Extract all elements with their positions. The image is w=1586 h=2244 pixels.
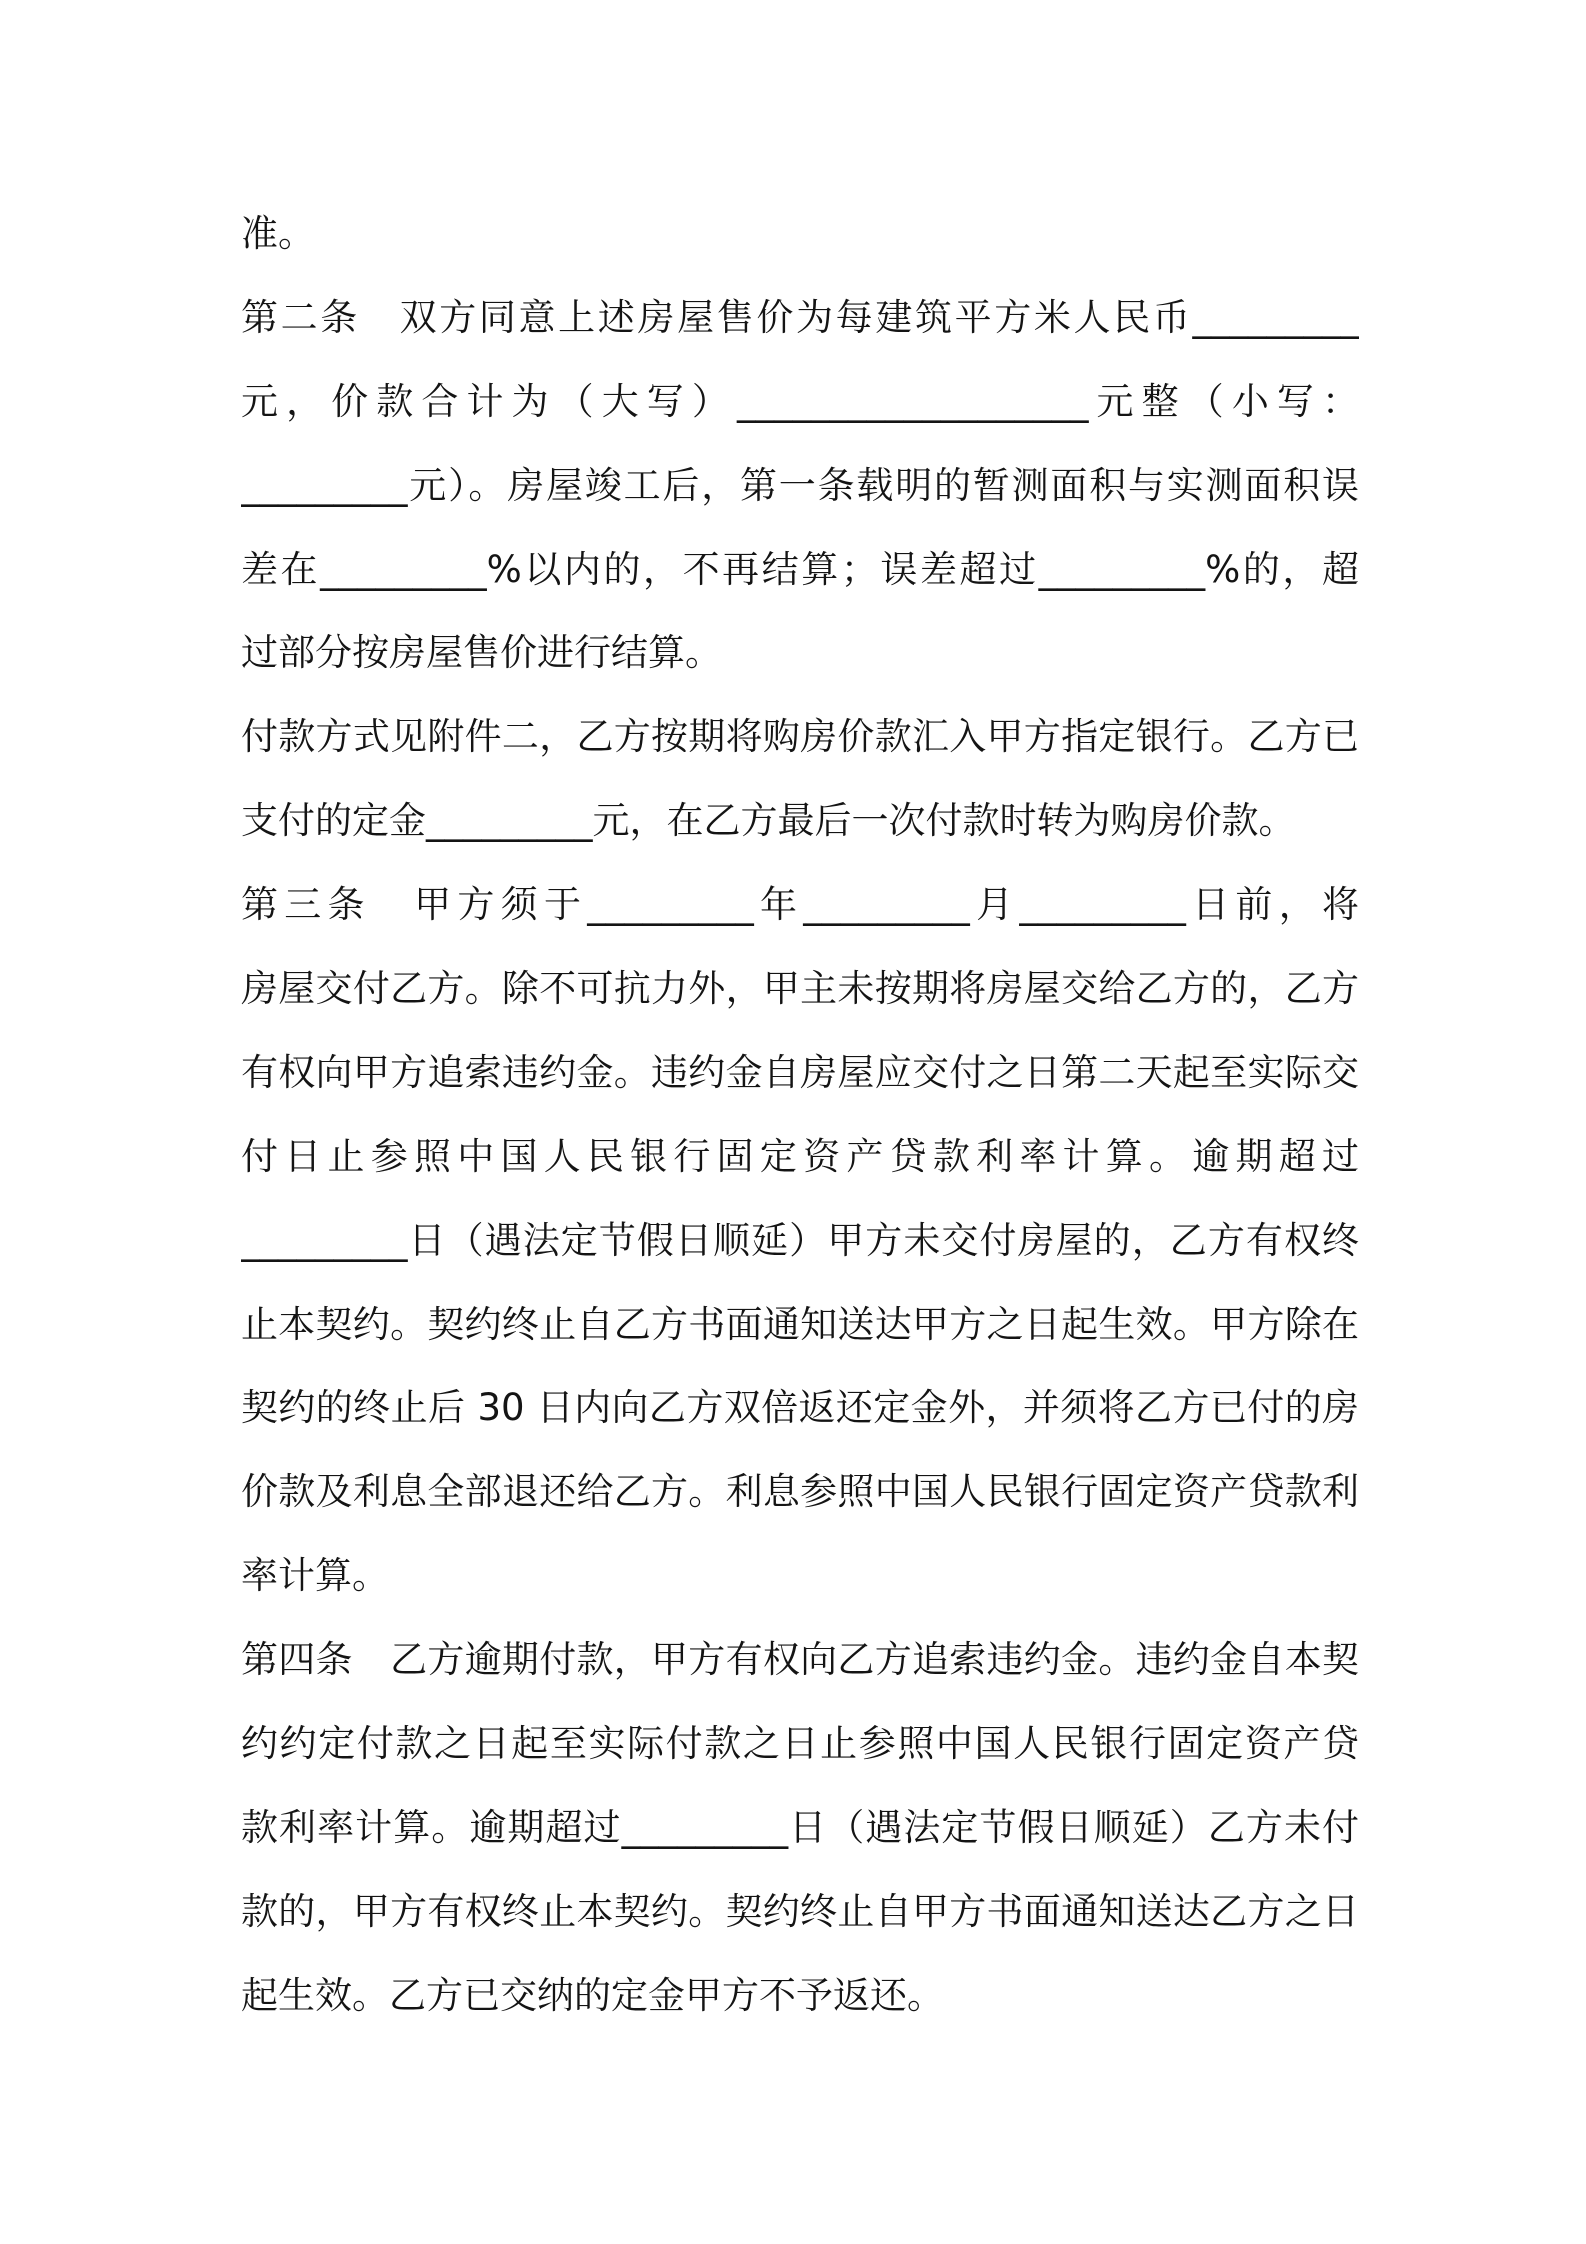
text-line: 契约的终止后 30 日内向乙方双倍返还定金外，并须将乙方已付的房 bbox=[241, 1386, 1359, 1430]
text-line: 支付的定金_________元，在乙方最后一次付款时转为购房价款。 bbox=[241, 799, 1296, 843]
text-line: 过部分按房屋售价进行结算。 bbox=[241, 631, 722, 675]
text-line: 差在_________%以内的，不再结算；误差超过_________%的，超 bbox=[241, 547, 1359, 591]
text-line: 款的，甲方有权终止本契约。契约终止自甲方书面通知送达乙方之日 bbox=[241, 1889, 1359, 1933]
text-line: 元，价款合计为（大写）___________________元整（小写： bbox=[241, 379, 1359, 423]
contract-text bbox=[241, 192, 1359, 2038]
text-line: 款利率计算。逾期超过_________日（遇法定节假日顺延）乙方未付 bbox=[241, 1805, 1359, 1849]
text-line: 价款及利息全部退还给乙方。利息参照中国人民银行固定资产贷款利 bbox=[241, 1470, 1359, 1514]
text-line: 率计算。 bbox=[241, 1554, 389, 1598]
text-line: 付款方式见附件二，乙方按期将购房价款汇入甲方指定银行。乙方已 bbox=[241, 715, 1359, 759]
text-line: 约约定付款之日起至实际付款之日止参照中国人民银行固定资产贷 bbox=[241, 1722, 1359, 1766]
text-line: 第二条 双方同意上述房屋售价为每建筑平方米人民币_________ bbox=[241, 295, 1359, 339]
text-line: 止本契约。契约终止自乙方书面通知送达甲方之日起生效。甲方除在 bbox=[241, 1302, 1359, 1346]
text-line: 第四条 乙方逾期付款，甲方有权向乙方追索违约金。违约金自本契 bbox=[241, 1638, 1359, 1682]
text-line: _________元）。房屋竣工后，第一条载明的暂测面积与实测面积误 bbox=[241, 463, 1359, 507]
text-line: 付日止参照中国人民银行固定资产贷款利率计算。逾期超过 bbox=[241, 1134, 1359, 1178]
text-line: 准。 bbox=[241, 212, 315, 255]
text-line: _________日（遇法定节假日顺延）甲方未交付房屋的，乙方有权终 bbox=[241, 1218, 1359, 1262]
text-line: 第三条 甲方须于_________年_________月_________日前，将 bbox=[241, 883, 1359, 927]
text-line: 起生效。乙方已交纳的定金甲方不予返还。 bbox=[241, 1973, 944, 2017]
text-line: 房屋交付乙方。除不可抗力外，甲主未按期将房屋交给乙方的，乙方 bbox=[241, 967, 1359, 1011]
text-line: 有权向甲方追索违约金。违约金自房屋应交付之日第二天起至实际交 bbox=[241, 1050, 1359, 1094]
